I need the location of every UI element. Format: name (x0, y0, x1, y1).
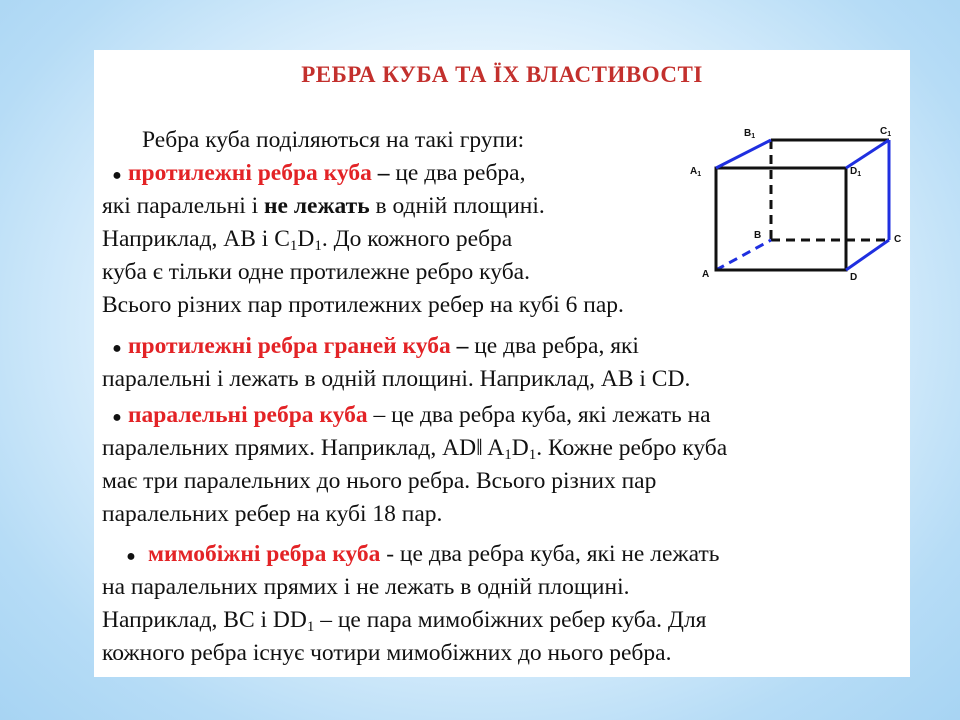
label-a: A (702, 269, 710, 280)
s1-line3 (102, 223, 512, 256)
s3-line2 (102, 432, 727, 465)
label-a1: $A_1$ (690, 166, 702, 178)
s4-line3b: – це пара мимобіжних ребер куба. Для (314, 607, 707, 633)
s1-line3a: Наприклад, АВ і С (102, 226, 290, 252)
s3-line4: паралельних ребер на кубі 18 пар. (102, 501, 443, 527)
edge-dc (846, 240, 889, 270)
s1-line3c: . До кожного ребра (321, 226, 513, 252)
bullet-icon: ● (112, 409, 122, 426)
s4-term: мимобіжні ребра куба (148, 541, 381, 567)
s3-line2a: паралельних прямих. Наприклад, AD‖ A (102, 435, 505, 461)
intro-line (142, 124, 524, 157)
s1-line2a: які паралельні і (102, 193, 265, 219)
s4-sub1: 1 (306, 619, 315, 635)
s1-line2c: в одній площині. (369, 193, 545, 219)
label-d1: $D_1$ (850, 166, 862, 178)
s2-dash: – (450, 333, 475, 359)
label-c1: $C_1$ (880, 126, 892, 138)
s2-line2: паралельні і лежать в одній площині. Наприклад, АВ і CD. (102, 366, 691, 392)
s3-line1 (106, 399, 711, 434)
s1-line5: Всього різних пар протилежних ребер на кубі 6 пар. (102, 292, 624, 318)
s1-dash: – (371, 160, 396, 186)
cube-diagram (684, 122, 910, 292)
s2-text1: це два ребра, які (474, 333, 639, 359)
intro-text: Ребра куба поділяються на такі групи: (142, 127, 525, 153)
bullet-icon: ● (126, 548, 136, 565)
s1-line1 (106, 157, 525, 192)
slide-content (94, 50, 910, 677)
edge-ab (716, 240, 771, 270)
label-c: C (894, 234, 902, 245)
s3-term: паралельні ребра куба (128, 402, 368, 428)
s4-line2: на паралельних прямих і не лежать в одній площині. (102, 574, 630, 600)
label-b: B (754, 230, 762, 241)
s4-line3 (102, 604, 706, 637)
s2-term: протилежні ребра граней куба (128, 333, 451, 359)
s4-text1: - це два ребра куба, які не лежать (380, 541, 720, 567)
front-face (716, 168, 846, 270)
s1-text1: це два ребра, (395, 160, 526, 186)
s1-sub2: 1 (314, 238, 322, 254)
s3-sub2: 1 (528, 447, 537, 463)
label-d: D (850, 272, 858, 283)
s1-line2b: не лежать (264, 193, 370, 219)
s3-line3: має три паралельних до нього ребра. Всього різних пар (102, 468, 657, 494)
label-b1: $B_1$ (744, 128, 756, 140)
s1-line2 (102, 190, 545, 223)
page-title: РЕБРА КУБА ТА ЇХ ВЛАСТИВОСТІ (301, 62, 703, 87)
s3-text1: – це два ребра куба, які лежать на (367, 402, 711, 428)
s1-line3b: D (297, 226, 315, 252)
s2-line1 (106, 330, 639, 365)
s4-line4: кожного ребра існує чотири мимобіжних до нього ребра. (102, 640, 672, 666)
s1-line4: куба є тільки одне протилежне ребро куба. (102, 259, 530, 285)
bullet-icon: ● (112, 167, 122, 184)
edge-a1b1 (716, 140, 771, 168)
bullet-icon: ● (112, 340, 122, 357)
s3-sub1: 1 (504, 447, 512, 463)
s4-line3a: Наприклад, ВС і DD (102, 607, 307, 633)
s3-line2c: . Кожне ребро куба (536, 435, 728, 461)
s4-line1 (120, 538, 719, 573)
s1-term: протилежні ребра куба (128, 160, 372, 186)
edge-d1c1 (846, 140, 889, 168)
s3-line2b: D (511, 435, 529, 461)
s1-sub1: 1 (289, 238, 298, 254)
